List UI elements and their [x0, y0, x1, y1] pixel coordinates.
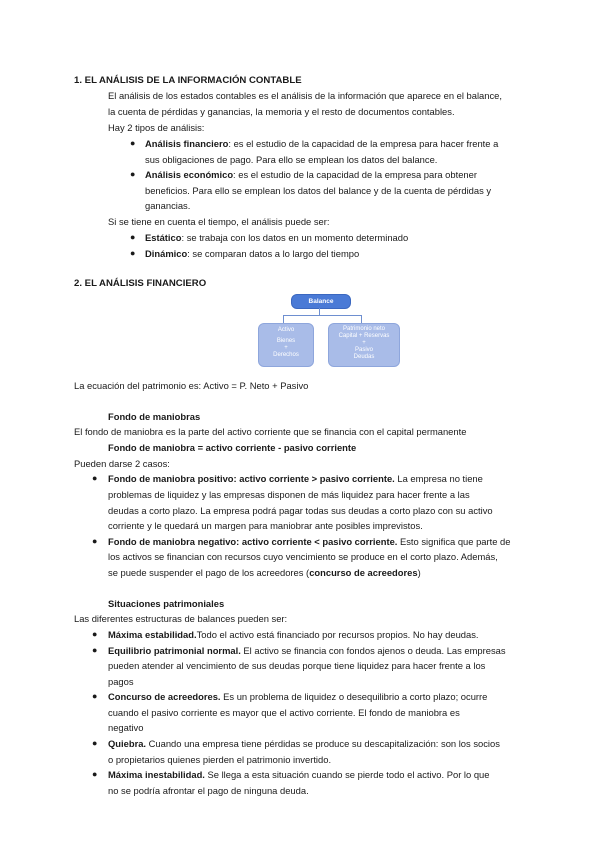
bullet-analisis-economico	[145, 167, 477, 183]
text: Todo el activo está financiado por recursos propios. No hay deudas.	[196, 629, 479, 640]
cases-intro: Pueden darse 2 casos:	[74, 458, 170, 469]
term: Concurso de acreedores.	[108, 691, 221, 702]
text: Esto significa que parte de	[397, 536, 511, 547]
bullet-icon: ●	[92, 769, 98, 779]
text: se puede suspender el pago de los acreedores (	[108, 567, 310, 578]
patrimonio-l4: Deudas	[353, 354, 375, 360]
diagram-connector	[361, 315, 362, 323]
activo-l1: Bienes	[276, 338, 296, 344]
situaciones-intro: Las diferentes estructuras de balances pueden ser:	[74, 613, 288, 624]
diagram-connector	[319, 308, 320, 315]
bullet-icon: ●	[130, 138, 136, 148]
equilibrio-line3: pagos	[108, 676, 134, 687]
bullet-icon: ●	[92, 536, 98, 546]
bullet-icon: ●	[92, 738, 98, 748]
term: Fondo de maniobra negativo: activo corriente < pasivo corriente.	[108, 536, 398, 547]
section1-intro-line2: la cuenta de pérdidas y ganancias, la memoria y el resto de documentos contables.	[108, 106, 455, 117]
bullet-icon: ●	[92, 691, 98, 701]
text: Se llega a esta situación cuando se pierde todo el activo. Por lo que	[204, 769, 490, 780]
patrimonio-title: Patrimonio neto	[342, 326, 386, 332]
patrimonio-l2: +	[362, 340, 366, 346]
text: : es el estudio de la capacidad de la empresa para obtener	[233, 169, 477, 180]
concurso-line2: cuando el pasivo corriente es mayor que el activo corriente. El fondo de maniobra es	[108, 707, 460, 718]
bullet-quiebra	[108, 736, 500, 752]
section1-types-intro: Hay 2 tipos de análisis:	[108, 122, 205, 133]
term: Estático	[145, 232, 182, 243]
text: Cuando una empresa tiene pérdidas se produce su descapitalización: son los socios	[146, 738, 500, 749]
fondo-definition: El fondo de maniobra es la parte del activo corriente que se financia con el capital permanente	[74, 426, 467, 437]
text: : se trabaja con los datos en un momento determinado	[181, 232, 409, 243]
bullet-maxima-estabilidad	[108, 627, 479, 643]
bullet-dinamico	[145, 246, 359, 262]
activo-l3: Derechos	[273, 352, 299, 358]
section1-intro-line1: El análisis de los estados contables es el análisis de la información que aparece en el balance,	[108, 90, 502, 101]
bullet-icon: ●	[92, 645, 98, 655]
term: concurso de acreedores	[309, 567, 418, 578]
bullet-analisis-financiero	[145, 136, 498, 152]
bullet-icon: ●	[130, 248, 136, 258]
quiebra-line2: o propietarios quienes pierden el patrimonio invertido.	[108, 754, 332, 765]
section1-title: 1. EL ANÁLISIS DE LA INFORMACIÓN CONTABLE	[74, 75, 302, 86]
diagram-connector	[283, 315, 361, 316]
negativo-line2: los activos se financian con recursos cuyo vencimiento se produce en el corto plazo. Además,	[108, 551, 498, 562]
activo-l2: +	[284, 345, 288, 351]
diagram-connector	[283, 315, 284, 323]
term: Quiebra.	[108, 738, 147, 749]
section1-time-intro: Si se tiene en cuenta el tiempo, el análisis puede ser:	[108, 216, 330, 227]
positivo-line3: deudas a corto plazo. La empresa podrá pagar todas sus deudas a corto plazo con su activo	[108, 505, 493, 516]
term: Máxima inestabilidad.	[108, 769, 205, 780]
activo-title: Activo	[277, 327, 295, 333]
text: La empresa no tiene	[394, 473, 483, 484]
inestabilidad-line2: no se podría afrontar el pago de ninguna deuda.	[108, 785, 309, 796]
text: El activo se financia con fondos ajenos o deuda. Las empresas	[240, 645, 506, 656]
economico-line2: beneficios. Para ello se emplean los datos del balance y de la cuenta de pérdidas y	[145, 185, 492, 196]
bullet-icon: ●	[92, 473, 98, 483]
term: Análisis financiero	[145, 138, 229, 149]
diagram-activo-node	[258, 323, 314, 367]
diagram-balance-node: Balance	[291, 294, 351, 309]
bullet-icon: ●	[92, 629, 98, 639]
bullet-fondo-negativo	[108, 534, 510, 550]
diagram-patrimonio-node	[328, 323, 400, 367]
bullet-concurso	[108, 689, 487, 705]
bullet-maxima-inestabilidad	[108, 767, 489, 783]
patrimonio-l1: Capital + Reservas	[338, 333, 390, 339]
concurso-line3: negativo	[108, 722, 144, 733]
text: )	[417, 567, 421, 578]
fondo-formula: Fondo de maniobra = activo corriente - pasivo corriente	[108, 442, 357, 453]
fondo-title: Fondo de maniobras	[108, 411, 201, 422]
bullet-fondo-positivo	[108, 471, 483, 487]
balance-diagram	[258, 291, 408, 375]
negativo-line3	[108, 565, 421, 581]
equation: La ecuación del patrimonio es: Activo = P. Neto + Pasivo	[74, 380, 309, 391]
bullet-icon: ●	[130, 169, 136, 179]
situaciones-title: Situaciones patrimoniales	[108, 598, 225, 609]
term: Equilibrio patrimonial normal.	[108, 645, 241, 656]
term: Análisis económico	[145, 169, 234, 180]
positivo-line4: corriente y le quedará un margen para maniobrar ante posibles imprevistos.	[108, 520, 423, 531]
bullet-estatico	[145, 230, 408, 246]
bullet-equilibrio	[108, 643, 506, 659]
patrimonio-l3: Pasivo	[354, 347, 373, 353]
text: : se comparan datos a lo largo del tiempo	[187, 248, 360, 259]
equilibrio-line2: pueden atender al vencimiento de sus deudas porque tiene liquidez para hacer frente a los	[108, 660, 486, 671]
bullet-icon: ●	[130, 232, 136, 242]
positivo-line2: problemas de liquidez y las empresas disponen de más liquidez para hacer frente a las	[108, 489, 470, 500]
text: : es el estudio de la capacidad de la empresa para hacer frente a	[228, 138, 499, 149]
economico-line3: ganancias.	[145, 200, 191, 211]
text: Es un problema de liquidez o desequilibrio a corto plazo; ocurre	[220, 691, 488, 702]
section2-title: 2. EL ANÁLISIS FINANCIERO	[74, 278, 207, 289]
term: Dinámico	[145, 248, 188, 259]
financiero-line2: sus obligaciones de pago. Para ello se emplean los datos del balance.	[145, 154, 438, 165]
term: Fondo de maniobra positivo: activo corriente > pasivo corriente.	[108, 473, 395, 484]
term: Máxima estabilidad.	[108, 629, 197, 640]
